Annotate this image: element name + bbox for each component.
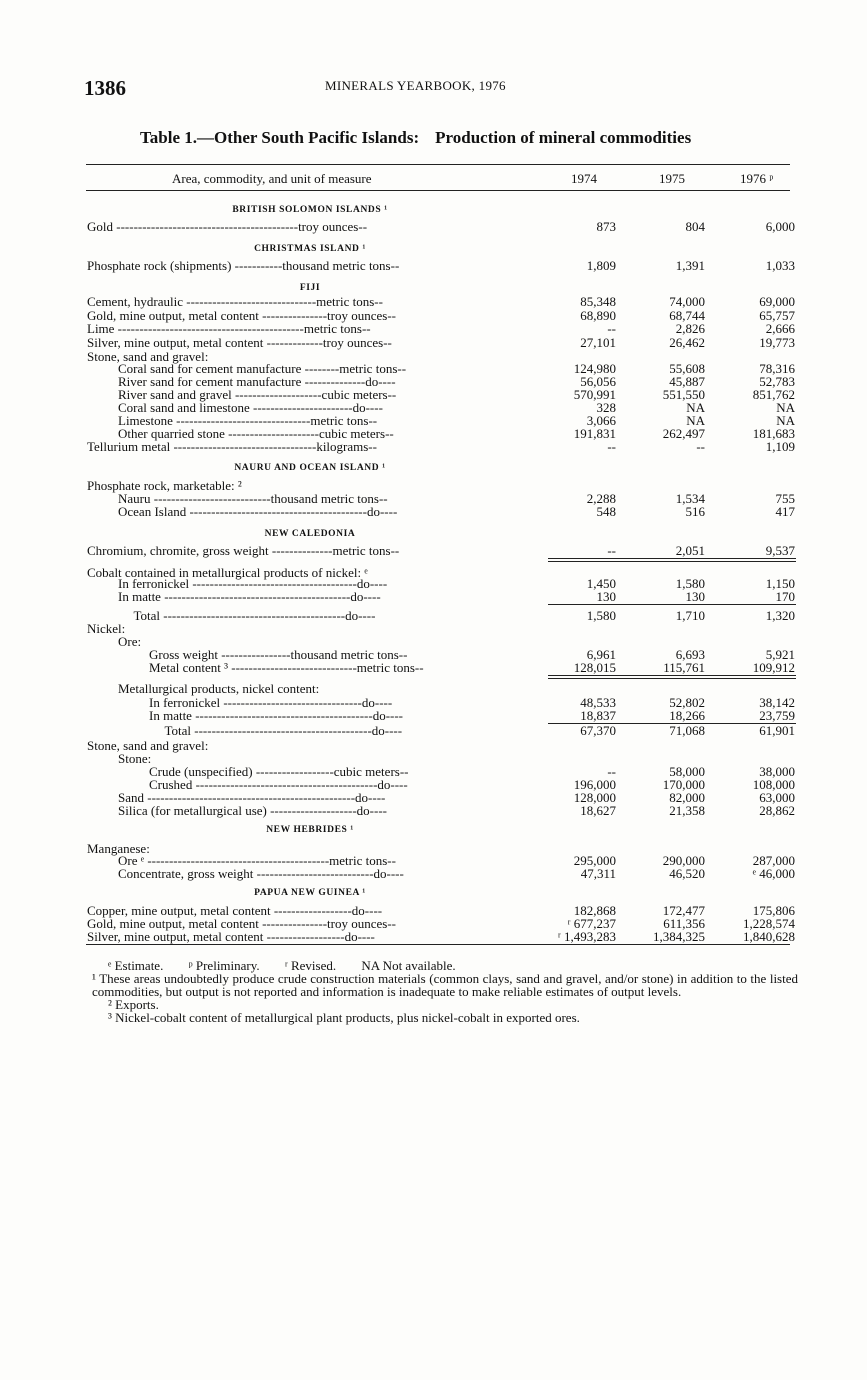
table-bottom-rule bbox=[86, 944, 790, 945]
row-label: Silver, mine output, metal content ------------------do---- bbox=[87, 929, 375, 944]
row-label: Crude (unspecified) ------------------cubic meters-- bbox=[149, 764, 409, 779]
section-heading: NEW HEBRIDES ¹ bbox=[266, 825, 354, 835]
cell-1976: 6,000 bbox=[765, 219, 795, 234]
cell-1974: 130 bbox=[596, 589, 616, 604]
row-label: In ferronickel --------------------------------------do---- bbox=[118, 576, 388, 591]
cell-1975: 58,000 bbox=[669, 764, 705, 779]
cell-1974: -- bbox=[607, 764, 616, 779]
cell-1975: 130 bbox=[685, 589, 705, 604]
header-description: Area, commodity, and unit of measure bbox=[172, 171, 372, 186]
row-label: Nickel: bbox=[87, 621, 126, 636]
cell-1974: 56,056 bbox=[580, 374, 616, 389]
cell-1976: 65,757 bbox=[759, 308, 795, 323]
cell-1975: 1,384,325 bbox=[653, 929, 705, 944]
cell-1974: 3,066 bbox=[586, 413, 616, 428]
legend-estimate: ᵉ Estimate. bbox=[108, 958, 164, 973]
cell-1976: 69,000 bbox=[759, 294, 795, 309]
section-heading: CHRISTMAS ISLAND ¹ bbox=[254, 244, 366, 254]
cell-1975: 21,358 bbox=[669, 803, 705, 818]
cell-1975: 6,693 bbox=[675, 647, 705, 662]
cell-1974: 18,627 bbox=[580, 803, 616, 818]
legend-revised: ʳ Revised. bbox=[284, 958, 337, 973]
row-label: Total -----------------------------------------do---- bbox=[164, 723, 403, 738]
cell-1976: 2,666 bbox=[765, 321, 795, 336]
row-label: Copper, mine output, metal content ------------------do---- bbox=[87, 903, 383, 918]
row-label: Metal content ³ -----------------------------metric tons-- bbox=[149, 660, 424, 675]
cell-1974: 570,991 bbox=[573, 387, 616, 402]
cell-1974: 27,101 bbox=[580, 335, 616, 350]
section-heading: FIJI bbox=[299, 283, 321, 293]
row-label: Concentrate, gross weight ---------------------------do---- bbox=[118, 866, 404, 881]
cell-1975: 46,520 bbox=[669, 866, 705, 881]
row-label: Stone, sand and gravel: bbox=[87, 349, 209, 364]
header-1976: 1976 ᵖ bbox=[740, 171, 774, 186]
footnote-3: ³ Nickel-cobalt content of metallurgical plant products, plus nickel-cobalt in exported ores. bbox=[108, 1010, 580, 1025]
double-rule bbox=[548, 675, 796, 679]
table-row bbox=[0, 929, 867, 944]
cell-1975: 26,462 bbox=[669, 335, 705, 350]
row-label: Stone: bbox=[118, 751, 152, 766]
cell-1976: 5,921 bbox=[765, 647, 795, 662]
table-title-left: Table 1.—Other South Pacific Islands: bbox=[140, 128, 420, 147]
cell-1975: 82,000 bbox=[669, 790, 705, 805]
cell-1975: 52,802 bbox=[669, 695, 705, 710]
cell-1976: 61,901 bbox=[759, 723, 795, 738]
cell-1976: 108,000 bbox=[752, 777, 795, 792]
cell-1975: 172,477 bbox=[662, 903, 705, 918]
table-row bbox=[0, 543, 867, 558]
cell-1974: 873 bbox=[596, 219, 616, 234]
cell-1975: 2,826 bbox=[675, 321, 705, 336]
footnotes bbox=[92, 972, 798, 1024]
header-1974: 1974 bbox=[571, 171, 597, 186]
cell-1975: 170,000 bbox=[662, 777, 705, 792]
row-label: Manganese: bbox=[87, 841, 150, 856]
cell-1976: 52,783 bbox=[759, 374, 795, 389]
cell-1976: 175,806 bbox=[752, 903, 795, 918]
cell-1974: 85,348 bbox=[580, 294, 616, 309]
cell-1974: 128,015 bbox=[573, 660, 616, 675]
legend-preliminary: ᵖ Preliminary. bbox=[188, 958, 260, 973]
row-label: Cobalt contained in metallurgical products of nickel: ᵉ bbox=[87, 565, 368, 580]
cell-1975: 516 bbox=[685, 504, 705, 519]
cell-1974: 6,961 bbox=[586, 647, 616, 662]
row-label: River sand for cement manufacture --------------do---- bbox=[118, 374, 396, 389]
table-row bbox=[0, 866, 867, 881]
row-label: River sand and gravel --------------------cubic meters-- bbox=[118, 387, 397, 402]
cell-1974: ʳ 677,237 bbox=[567, 916, 616, 931]
row-label: Coral sand for cement manufacture --------metric tons-- bbox=[118, 361, 407, 376]
row-label: Gold ------------------------------------------troy ounces-- bbox=[87, 219, 368, 234]
cell-1976: 417 bbox=[775, 504, 795, 519]
cell-1976: 63,000 bbox=[759, 790, 795, 805]
cell-1975: 2,051 bbox=[675, 543, 705, 558]
running-head: MINERALS YEARBOOK, 1976 bbox=[325, 78, 506, 93]
section-heading-row bbox=[0, 203, 867, 218]
table-row bbox=[0, 294, 867, 309]
row-label: In ferronickel --------------------------------do---- bbox=[149, 695, 393, 710]
double-rule bbox=[548, 558, 796, 562]
table-row bbox=[0, 708, 867, 723]
cell-1974: 48,533 bbox=[580, 695, 616, 710]
row-label: Crushed ------------------------------------------do---- bbox=[149, 777, 408, 792]
header-1975: 1975 bbox=[659, 171, 685, 186]
cell-1975: 262,497 bbox=[662, 426, 705, 441]
cell-1974: 124,980 bbox=[573, 361, 616, 376]
cell-1974: 295,000 bbox=[573, 853, 616, 868]
cell-1976: 181,683 bbox=[752, 426, 795, 441]
section-heading: BRITISH SOLOMON ISLANDS ¹ bbox=[232, 205, 388, 215]
row-label: Metallurgical products, nickel content: bbox=[118, 681, 320, 696]
cell-1974: 2,288 bbox=[586, 491, 616, 506]
row-label: Total ------------------------------------------do---- bbox=[133, 608, 376, 623]
cell-1976: 19,773 bbox=[759, 335, 795, 350]
table-row bbox=[0, 589, 867, 604]
cell-1975: -- bbox=[696, 439, 705, 454]
cell-1975: 74,000 bbox=[669, 294, 705, 309]
cell-1975: 804 bbox=[685, 219, 705, 234]
cell-1975: 1,391 bbox=[675, 258, 705, 273]
cell-1976: 1,320 bbox=[765, 608, 795, 623]
section-heading-row bbox=[0, 886, 867, 901]
cell-1975: 45,887 bbox=[669, 374, 705, 389]
cell-1976: 28,862 bbox=[759, 803, 795, 818]
row-label: Gold, mine output, metal content ---------------troy ounces-- bbox=[87, 916, 396, 931]
cell-1976: 1,228,574 bbox=[743, 916, 795, 931]
cell-1974: -- bbox=[607, 439, 616, 454]
cell-1974: 18,837 bbox=[580, 708, 616, 723]
cell-1975: 1,580 bbox=[675, 576, 705, 591]
footnote-2: ² Exports. bbox=[108, 997, 159, 1012]
row-label: Stone, sand and gravel: bbox=[87, 738, 209, 753]
row-label: Tellurium metal ---------------------------------kilograms-- bbox=[87, 439, 377, 454]
row-label: Phosphate rock (shipments) -----------thousand metric tons-- bbox=[87, 258, 400, 273]
cell-1976: 1,033 bbox=[765, 258, 795, 273]
table-row bbox=[0, 803, 867, 818]
row-label: Limestone -------------------------------metric tons-- bbox=[118, 413, 378, 428]
cell-1976: 1,840,628 bbox=[743, 929, 795, 944]
cell-1976: 78,316 bbox=[759, 361, 795, 376]
table-row bbox=[0, 504, 867, 519]
cell-1974: ʳ 1,493,283 bbox=[557, 929, 616, 944]
cell-1974: 47,311 bbox=[580, 866, 616, 881]
cell-1976: 1,150 bbox=[765, 576, 795, 591]
row-label: In matte -----------------------------------------do---- bbox=[149, 708, 404, 723]
cell-1976: 755 bbox=[775, 491, 795, 506]
row-label: Silica (for metallurgical use) --------------------do---- bbox=[118, 803, 387, 818]
cell-1975: 611,356 bbox=[663, 916, 705, 931]
cell-1976: NA bbox=[776, 400, 795, 415]
cell-1974: 196,000 bbox=[573, 777, 616, 792]
row-label: Lime -------------------------------------------metric tons-- bbox=[87, 321, 371, 336]
row-label: Gross weight ----------------thousand metric tons-- bbox=[149, 647, 408, 662]
cell-1974: 191,831 bbox=[573, 426, 616, 441]
cell-1976: 23,759 bbox=[759, 708, 795, 723]
table-row bbox=[0, 219, 867, 234]
page-number: 1386 bbox=[84, 76, 126, 100]
table-title-right: Production of mineral commodities bbox=[435, 128, 692, 147]
row-label: Nauru ---------------------------thousand metric tons-- bbox=[118, 491, 388, 506]
cell-1974: 128,000 bbox=[573, 790, 616, 805]
row-label: In matte -------------------------------------------do---- bbox=[118, 589, 381, 604]
cell-1974: 67,370 bbox=[580, 723, 616, 738]
table-row bbox=[0, 439, 867, 454]
section-heading: NEW CALEDONIA bbox=[264, 529, 356, 539]
row-label: Other quarried stone ---------------------cubic meters-- bbox=[118, 426, 394, 441]
cell-1976: 9,537 bbox=[765, 543, 795, 558]
section-heading-row bbox=[0, 242, 867, 257]
table-row bbox=[0, 335, 867, 350]
section-heading-row bbox=[0, 461, 867, 476]
row-label: Cement, hydraulic ------------------------------metric tons-- bbox=[87, 294, 383, 309]
cell-1974: 548 bbox=[596, 504, 616, 519]
cell-1975: 290,000 bbox=[662, 853, 705, 868]
cell-1976: ᵉ 46,000 bbox=[752, 866, 795, 881]
table-row bbox=[0, 681, 867, 696]
cell-1976: 170 bbox=[775, 589, 795, 604]
cell-1974: 182,868 bbox=[573, 903, 616, 918]
footnote-1: ¹ These areas undoubtedly produce crude construction materials (common clays, sand and gravel, and/or stone) in addition to the listed commodities, but output is not reported and information is inadequate to make reliable estimates of output levels. bbox=[92, 971, 798, 999]
cell-1975: NA bbox=[686, 413, 705, 428]
row-label: Phosphate rock, marketable: ² bbox=[87, 478, 242, 493]
cell-1976: 109,912 bbox=[752, 660, 795, 675]
section-heading: NAURU AND OCEAN ISLAND ¹ bbox=[234, 463, 386, 473]
cell-1974: 1,580 bbox=[586, 608, 616, 623]
cell-1975: 115,761 bbox=[663, 660, 705, 675]
section-heading: PAPUA NEW GUINEA ¹ bbox=[254, 888, 366, 898]
cell-1975: 1,710 bbox=[675, 608, 705, 623]
cell-1974: -- bbox=[607, 543, 616, 558]
subtotal-rule bbox=[548, 604, 796, 605]
cell-1976: 1,109 bbox=[765, 439, 795, 454]
cell-1976: NA bbox=[776, 413, 795, 428]
cell-1974: 1,809 bbox=[586, 258, 616, 273]
table-row bbox=[0, 321, 867, 336]
row-label: Gold, mine output, metal content ---------------troy ounces-- bbox=[87, 308, 396, 323]
cell-1974: -- bbox=[607, 321, 616, 336]
section-heading-row bbox=[0, 823, 867, 838]
cell-1976: 38,142 bbox=[759, 695, 795, 710]
cell-1975: 55,608 bbox=[669, 361, 705, 376]
cell-1975: 68,744 bbox=[669, 308, 705, 323]
table-row bbox=[0, 660, 867, 675]
legend-not-available: NA Not available. bbox=[361, 958, 456, 973]
row-label: Coral sand and limestone -----------------------do---- bbox=[118, 400, 383, 415]
row-label: Ore ᵉ ------------------------------------------metric tons-- bbox=[118, 853, 396, 868]
row-label: Silver, mine output, metal content -------------troy ounces-- bbox=[87, 335, 392, 350]
table-row bbox=[0, 723, 867, 738]
row-label: Ore: bbox=[118, 634, 142, 649]
cell-1976: 851,762 bbox=[752, 387, 795, 402]
row-label: Chromium, chromite, gross weight --------------metric tons-- bbox=[87, 543, 400, 558]
cell-1975: 551,550 bbox=[662, 387, 705, 402]
row-label: Ocean Island -----------------------------------------do---- bbox=[118, 504, 398, 519]
cell-1975: 18,266 bbox=[669, 708, 705, 723]
section-heading-row bbox=[0, 527, 867, 542]
row-label: Sand ------------------------------------------------do---- bbox=[118, 790, 386, 805]
cell-1976: 287,000 bbox=[752, 853, 795, 868]
cell-1975: NA bbox=[686, 400, 705, 415]
cell-1976: 38,000 bbox=[759, 764, 795, 779]
cell-1974: 68,890 bbox=[580, 308, 616, 323]
cell-1974: 328 bbox=[596, 400, 616, 415]
cell-1975: 1,534 bbox=[675, 491, 705, 506]
cell-1974: 1,450 bbox=[586, 576, 616, 591]
table-row bbox=[0, 258, 867, 273]
cell-1975: 71,068 bbox=[669, 723, 705, 738]
